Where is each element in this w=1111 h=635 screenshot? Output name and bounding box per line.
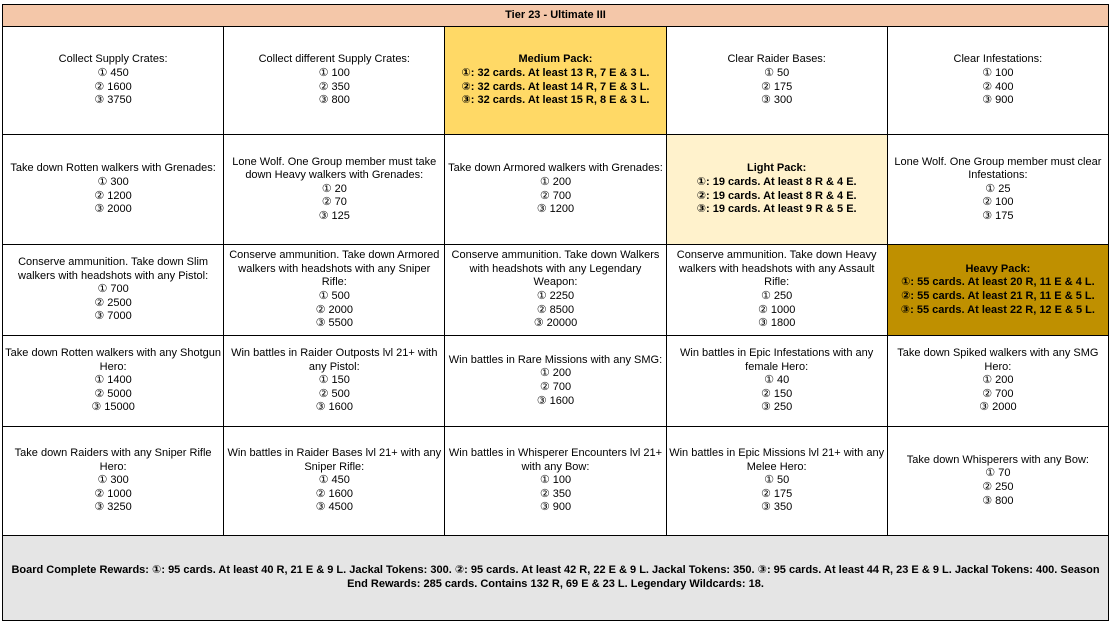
challenge-title: Lone Wolf. One Group member must take down Heavy walkers with Grenades:	[232, 155, 437, 182]
challenge-title: Win battles in Raider Outposts lvl 21+ with any Pistol:	[231, 347, 438, 373]
reward-light-pack	[666, 135, 887, 245]
tier-board	[2, 4, 1109, 621]
tier-3-goal: ③ 900	[539, 501, 572, 514]
tier-3-goal: ③ 900	[982, 94, 1014, 107]
board-row-1	[3, 27, 1109, 135]
tier-1-goal: ① 1400	[94, 374, 132, 387]
challenge-title: Collect different Supply Crates:	[258, 53, 410, 66]
challenge-heavy-walkers-assault-rifle	[666, 245, 887, 336]
tier-1-goal: ① 150	[318, 374, 350, 387]
challenge-raider-bases-sniper	[224, 427, 445, 536]
tier-1-reward: ①: 19 cards. At least 8 R & 4 E.	[696, 175, 857, 188]
tier-3-goal: ③ 15000	[91, 401, 135, 414]
challenge-collect-supply-crates	[3, 27, 224, 135]
challenge-title: Win battles in Raider Bases lvl 21+ with any Sniper Rifle:	[227, 447, 442, 473]
tier-1-goal: ① 40	[764, 374, 790, 387]
challenge-raiders-sniper	[3, 427, 224, 536]
board-complete-rewards	[3, 536, 1109, 621]
tier-1-goal: ① 500	[318, 290, 350, 302]
tier-3-goal: ③ 350	[761, 501, 793, 514]
tier-2-goal: ② 1000	[94, 487, 132, 500]
tier-2-goal: ② 100	[982, 196, 1014, 209]
tier-1-goal: ① 450	[318, 474, 350, 487]
tier-2-goal: ② 250	[982, 481, 1014, 493]
reward-medium-pack	[445, 27, 666, 135]
challenge-title: Lone Wolf. One Group member must clear Infestations:	[894, 155, 1102, 182]
challenge-lone-wolf-infestations	[887, 135, 1108, 245]
challenge-title: Take down Rotten walkers with Grenades:	[10, 162, 216, 175]
tier-3-goal: ③ 2000	[979, 401, 1017, 414]
challenge-title: Clear Raider Bases:	[727, 53, 826, 66]
tier-1-goal: ① 25	[985, 182, 1011, 195]
challenge-title: Clear Infestations:	[953, 53, 1043, 66]
tier-2-goal: ② 5000	[94, 387, 132, 400]
challenge-title: Take down Raiders with any Sniper Rifle Hero:	[14, 447, 212, 473]
challenge-title: Take down Rotten walkers with any Shotgun Hero:	[5, 347, 222, 373]
tier-1-goal: ① 50	[764, 474, 790, 487]
challenge-raider-outposts-pistol	[224, 336, 445, 427]
pack-title: Light Pack:	[747, 162, 807, 175]
tier-2-goal: ② 1200	[94, 189, 132, 202]
tier-2-goal: ② 350	[539, 487, 572, 500]
challenge-title: Win battles in Whisperer Encounters lvl 21+ with any Bow:	[448, 447, 662, 473]
tier-1-goal: ① 200	[539, 175, 572, 188]
tier-3-goal: ③ 250	[761, 401, 793, 414]
tier-2-goal: ② 500	[318, 387, 350, 400]
tier-3-goal: ③ 800	[318, 94, 350, 107]
tier-1-goal: ① 250	[761, 290, 793, 302]
tier-3-goal: ③ 1800	[757, 317, 796, 330]
tier-3-goal: ③ 7000	[94, 310, 132, 323]
tier-1-goal: ① 2250	[536, 290, 575, 302]
challenge-slim-walkers-pistol	[3, 245, 224, 336]
footer-tier-3: ③: 95 cards. At least 44 R, 23 E & 9 L. Jackal Tokens: 400.	[757, 564, 1058, 577]
footer-tier-2: ②: 95 cards. At least 42 R, 22 E & 9 L. Jackal Tokens: 350.	[454, 564, 755, 577]
tier-2-reward: ②: 19 cards. At least 8 R & 4 E.	[696, 189, 857, 202]
board-row-4	[3, 336, 1109, 427]
board-row-2	[3, 135, 1109, 245]
challenge-title: Collect Supply Crates:	[58, 53, 168, 66]
challenge-clear-infestations	[887, 27, 1108, 135]
challenge-title: Conserve ammunition. Take down Slim walkers with headshots with any Pistol:	[18, 256, 209, 282]
tier-1-goal: ① 100	[318, 66, 350, 79]
tier-2-goal: ② 175	[761, 80, 793, 93]
pack-title: Heavy Pack:	[965, 262, 1031, 275]
footer-title: Board Complete Rewards:	[11, 564, 149, 577]
tier-2-goal: ② 700	[982, 387, 1014, 400]
tier-2-goal: ② 700	[539, 189, 572, 202]
tier-1-reward: ①: 32 cards. At least 13 R, 7 E & 3 L.	[461, 66, 650, 79]
challenge-rare-missions-smg	[445, 336, 666, 427]
tier-1-goal: ① 100	[539, 474, 572, 487]
challenge-title: Win battles in Epic Missions lvl 21+ with any Melee Hero:	[669, 447, 885, 473]
tier-1-goal: ① 50	[764, 66, 790, 79]
tier-2-goal: ② 175	[761, 487, 793, 500]
tier-1-reward: ①: 55 cards. At least 20 R, 11 E & 4 L.	[901, 276, 1095, 289]
tier-3-goal: ③ 1600	[315, 401, 353, 414]
challenge-title: Conserve ammunition. Take down Armored walkers with headshots with any Sniper Rifle:	[229, 249, 440, 289]
pack-title: Medium Pack:	[518, 53, 593, 66]
tier-3-goal: ③ 800	[982, 494, 1014, 507]
tier-1-goal: ① 450	[97, 66, 129, 79]
footer-tier-1: ①: 95 cards. At least 40 R, 21 E & 9 L. Jackal Tokens: 300.	[152, 564, 452, 577]
challenge-armored-walkers-sniper	[224, 245, 445, 336]
challenge-title: Take down Spiked walkers with any SMG Hero:	[897, 347, 1099, 373]
challenge-title: Conserve ammunition. Take down Heavy walkers with headshots with any Assault Rifle:	[676, 249, 877, 289]
tier-3-goal: ③ 20000	[533, 317, 578, 330]
tier-2-goal: ② 350	[318, 80, 350, 93]
tier-2-goal: ② 1600	[315, 487, 353, 500]
tier-3-goal: ③ 3750	[94, 94, 132, 107]
tier-2-goal: ② 700	[539, 381, 572, 393]
tier-2-reward: ②: 32 cards. At least 14 R, 7 E & 3 L.	[461, 80, 650, 93]
tier-1-goal: ① 200	[982, 374, 1014, 387]
challenge-clear-raider-bases	[666, 27, 887, 135]
challenge-title: Take down Armored walkers with Grenades:	[448, 162, 663, 175]
tier-2-goal: ② 150	[761, 387, 793, 400]
board-row-3	[3, 245, 1109, 336]
challenge-title: Win battles in Epic Infestations with any female Hero:	[680, 347, 874, 373]
challenge-armored-walkers-grenades	[445, 135, 666, 245]
challenge-whisperers-bow	[887, 427, 1108, 536]
tier-2-goal: ② 1600	[94, 80, 132, 93]
board-row-5	[3, 427, 1109, 536]
tier-3-goal: ③ 1600	[536, 394, 575, 407]
challenge-rotten-walkers-shotgun	[3, 336, 224, 427]
tier-3-goal: ③ 1200	[536, 203, 575, 216]
challenge-spiked-walkers-smg	[887, 336, 1108, 427]
tier-2-goal: ② 400	[982, 80, 1014, 93]
tier-3-goal: ③ 4500	[315, 501, 353, 514]
tier-2-goal: ② 2500	[94, 296, 132, 309]
tier-2-goal: ② 2000	[315, 303, 353, 316]
challenge-title: Take down Whisperers with any Bow:	[906, 453, 1089, 466]
tier-3-reward: ③: 32 cards. At least 15 R, 8 E & 3 L.	[461, 94, 650, 107]
tier-3-reward: ③: 55 cards. At least 22 R, 12 E & 5 L.	[900, 303, 1095, 316]
challenge-title: Conserve ammunition. Take down Walkers with headshots with any Legendary Weapon:	[451, 249, 660, 289]
tier-1-goal: ① 100	[982, 66, 1014, 79]
tier-1-goal: ① 300	[97, 175, 129, 188]
tier-2-goal: ② 70	[321, 196, 347, 209]
challenge-title: Win battles in Rare Missions with any SMG:	[448, 353, 663, 366]
challenge-rotten-walkers-grenades	[3, 135, 224, 245]
challenge-collect-different-supply-crates	[224, 27, 445, 135]
tier-3-goal: ③ 2000	[94, 203, 132, 216]
season-end-rewards: Season End Rewards: 285 cards. Contains 132 R, 69 E & 23 L. Legendary Wildcards: 18.	[347, 564, 1100, 590]
challenge-lone-wolf-heavy-walkers	[224, 135, 445, 245]
tier-3-goal: ③ 5500	[315, 317, 353, 330]
tier-3-reward: ③: 19 cards. At least 9 R & 5 E.	[696, 203, 857, 216]
challenge-epic-infestations-female	[666, 336, 887, 427]
tier-1-goal: ① 200	[539, 367, 572, 380]
reward-heavy-pack	[887, 245, 1108, 336]
tier-1-goal: ① 300	[97, 474, 129, 487]
challenge-walkers-legendary-weapon	[445, 245, 666, 336]
tier-3-goal: ③ 175	[982, 209, 1014, 222]
tier-3-goal: ③ 125	[318, 209, 350, 222]
tier-1-goal: ① 70	[985, 467, 1011, 480]
tier-title: Tier 23 - Ultimate III	[3, 5, 1109, 27]
tier-1-goal: ① 700	[97, 283, 129, 296]
board-footer-row	[3, 536, 1109, 621]
tier-3-goal: ③ 3250	[94, 501, 132, 514]
tier-2-goal: ② 8500	[536, 303, 575, 316]
challenge-epic-missions-melee	[666, 427, 887, 536]
tier-2-reward: ②: 55 cards. At least 21 R, 11 E & 5 L.	[901, 290, 1095, 302]
tier-1-goal: ① 20	[321, 182, 347, 195]
tier-3-goal: ③ 300	[761, 94, 793, 107]
challenge-whisperer-encounters-bow	[445, 427, 666, 536]
tier-2-goal: ② 1000	[757, 303, 796, 316]
